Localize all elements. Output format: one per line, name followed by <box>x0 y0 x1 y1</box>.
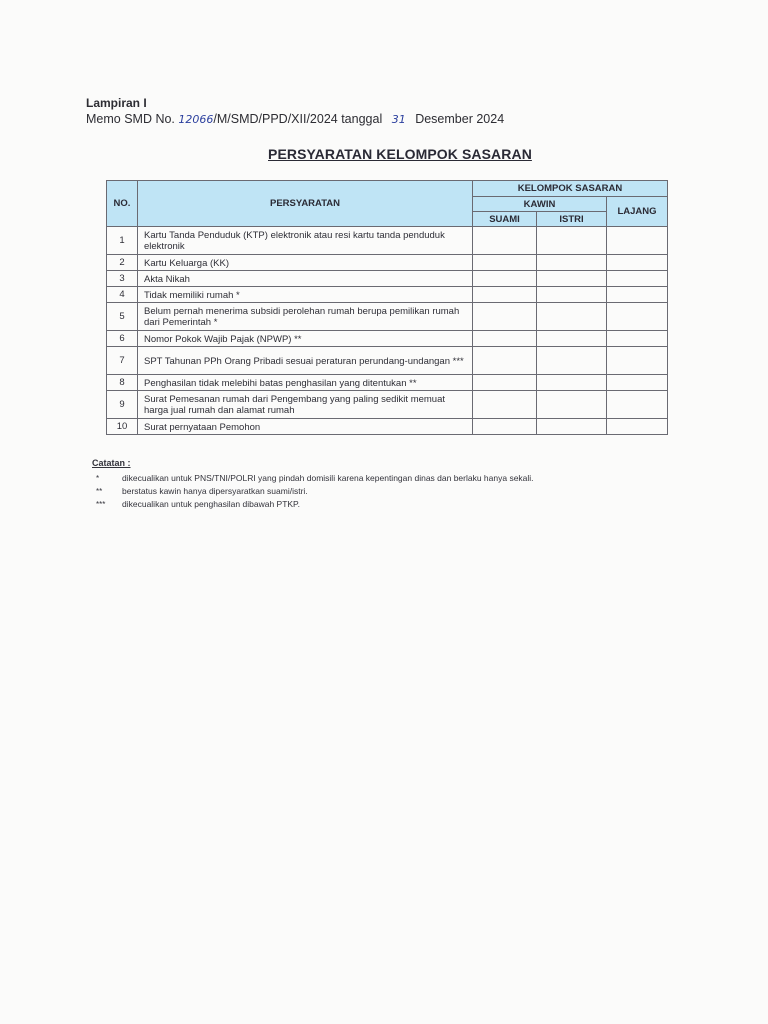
cell-istri <box>537 255 607 271</box>
header-lajang: LAJANG <box>607 197 668 227</box>
row-number: 1 <box>107 227 138 255</box>
row-number: 4 <box>107 287 138 303</box>
header-istri: ISTRI <box>537 212 607 227</box>
memo-prefix: Memo SMD No. <box>86 112 175 126</box>
header-persyaratan: PERSYARATAN <box>138 181 473 227</box>
note-text: dikecualikan untuk PNS/TNI/POLRI yang pindah domisili karena kepentingan dinas dan berlaku hanya sekali. <box>122 473 534 483</box>
row-number: 7 <box>107 347 138 375</box>
cell-lajang <box>607 391 668 419</box>
row-requirement: Akta Nikah <box>138 271 473 287</box>
table-row <box>107 255 668 271</box>
row-requirement: Penghasilan tidak melebihi batas penghasilan yang ditentukan ** <box>138 375 473 391</box>
table-row <box>107 303 668 331</box>
page-title: PERSYARATAN KELOMPOK SASARAN <box>268 146 532 162</box>
cell-suami <box>473 419 537 435</box>
cell-suami <box>473 375 537 391</box>
table-row <box>107 227 668 255</box>
table-row <box>107 287 668 303</box>
cell-suami <box>473 303 537 331</box>
notes-title: Catatan : <box>92 458 131 468</box>
memo-line <box>86 112 504 126</box>
cell-istri <box>537 227 607 255</box>
cell-istri <box>537 419 607 435</box>
lampiran-label: Lampiran I <box>86 96 147 110</box>
cell-lajang <box>607 419 668 435</box>
note-text: berstatus kawin hanya dipersyaratkan suami/istri. <box>122 486 308 496</box>
table-row <box>107 331 668 347</box>
header-kawin: KAWIN <box>473 197 607 212</box>
header-suami: SUAMI <box>473 212 537 227</box>
note-text: dikecualikan untuk penghasilan dibawah PTKP. <box>122 499 300 509</box>
cell-suami <box>473 255 537 271</box>
note-mark: * <box>96 474 100 483</box>
row-requirement: Kartu Tanda Penduduk (KTP) elektronik atau resi kartu tanda penduduk elektronik <box>138 227 473 255</box>
cell-suami <box>473 227 537 255</box>
table-row <box>107 419 668 435</box>
cell-lajang <box>607 287 668 303</box>
row-requirement: Nomor Pokok Wajib Pajak (NPWP) ** <box>138 331 473 347</box>
row-requirement: Surat Pemesanan rumah dari Pengembang yang paling sedikit memuat harga jual rumah dan alamat rumah <box>138 391 473 419</box>
table-row <box>107 271 668 287</box>
cell-lajang <box>607 347 668 375</box>
cell-istri <box>537 271 607 287</box>
table-row <box>107 347 668 375</box>
memo-day-handwritten: 31 <box>391 113 406 126</box>
cell-lajang <box>607 255 668 271</box>
row-number: 8 <box>107 375 138 391</box>
row-requirement: Belum pernah menerima subsidi perolehan rumah berupa pemilikan rumah dari Pemerintah * <box>138 303 473 331</box>
cell-lajang <box>607 375 668 391</box>
table-row <box>107 391 668 419</box>
row-number: 6 <box>107 331 138 347</box>
cell-istri <box>537 391 607 419</box>
row-requirement: Kartu Keluarga (KK) <box>138 255 473 271</box>
row-number: 5 <box>107 303 138 331</box>
memo-number-handwritten: 12066 <box>178 113 214 126</box>
cell-suami <box>473 331 537 347</box>
cell-suami <box>473 271 537 287</box>
notes-section <box>92 458 534 511</box>
row-requirement: SPT Tahunan PPh Orang Pribadi sesuai peraturan perundang-undangan *** <box>138 347 473 375</box>
cell-istri <box>537 287 607 303</box>
memo-code: /M/SMD/PPD/XII/2024 tanggal <box>213 112 383 126</box>
cell-suami <box>473 347 537 375</box>
table-row <box>107 375 668 391</box>
row-number: 3 <box>107 271 138 287</box>
cell-lajang <box>607 271 668 287</box>
cell-istri <box>537 331 607 347</box>
row-number: 10 <box>107 419 138 435</box>
row-number: 9 <box>107 391 138 419</box>
cell-istri <box>537 347 607 375</box>
row-number: 2 <box>107 255 138 271</box>
requirements-table <box>106 180 668 435</box>
header-no: NO. <box>107 181 138 227</box>
note-item <box>92 498 534 511</box>
row-requirement: Tidak memiliki rumah * <box>138 287 473 303</box>
row-requirement: Surat pernyataan Pemohon <box>138 419 473 435</box>
note-mark: *** <box>96 500 106 509</box>
cell-istri <box>537 303 607 331</box>
cell-suami <box>473 287 537 303</box>
cell-lajang <box>607 303 668 331</box>
note-item <box>92 472 534 485</box>
cell-lajang <box>607 331 668 347</box>
header-kelompok-sasaran: KELOMPOK SASARAN <box>473 181 668 197</box>
memo-month-year: Desember 2024 <box>415 112 505 126</box>
note-item <box>92 485 534 498</box>
note-mark: ** <box>96 487 103 496</box>
cell-suami <box>473 391 537 419</box>
cell-lajang <box>607 227 668 255</box>
cell-istri <box>537 375 607 391</box>
